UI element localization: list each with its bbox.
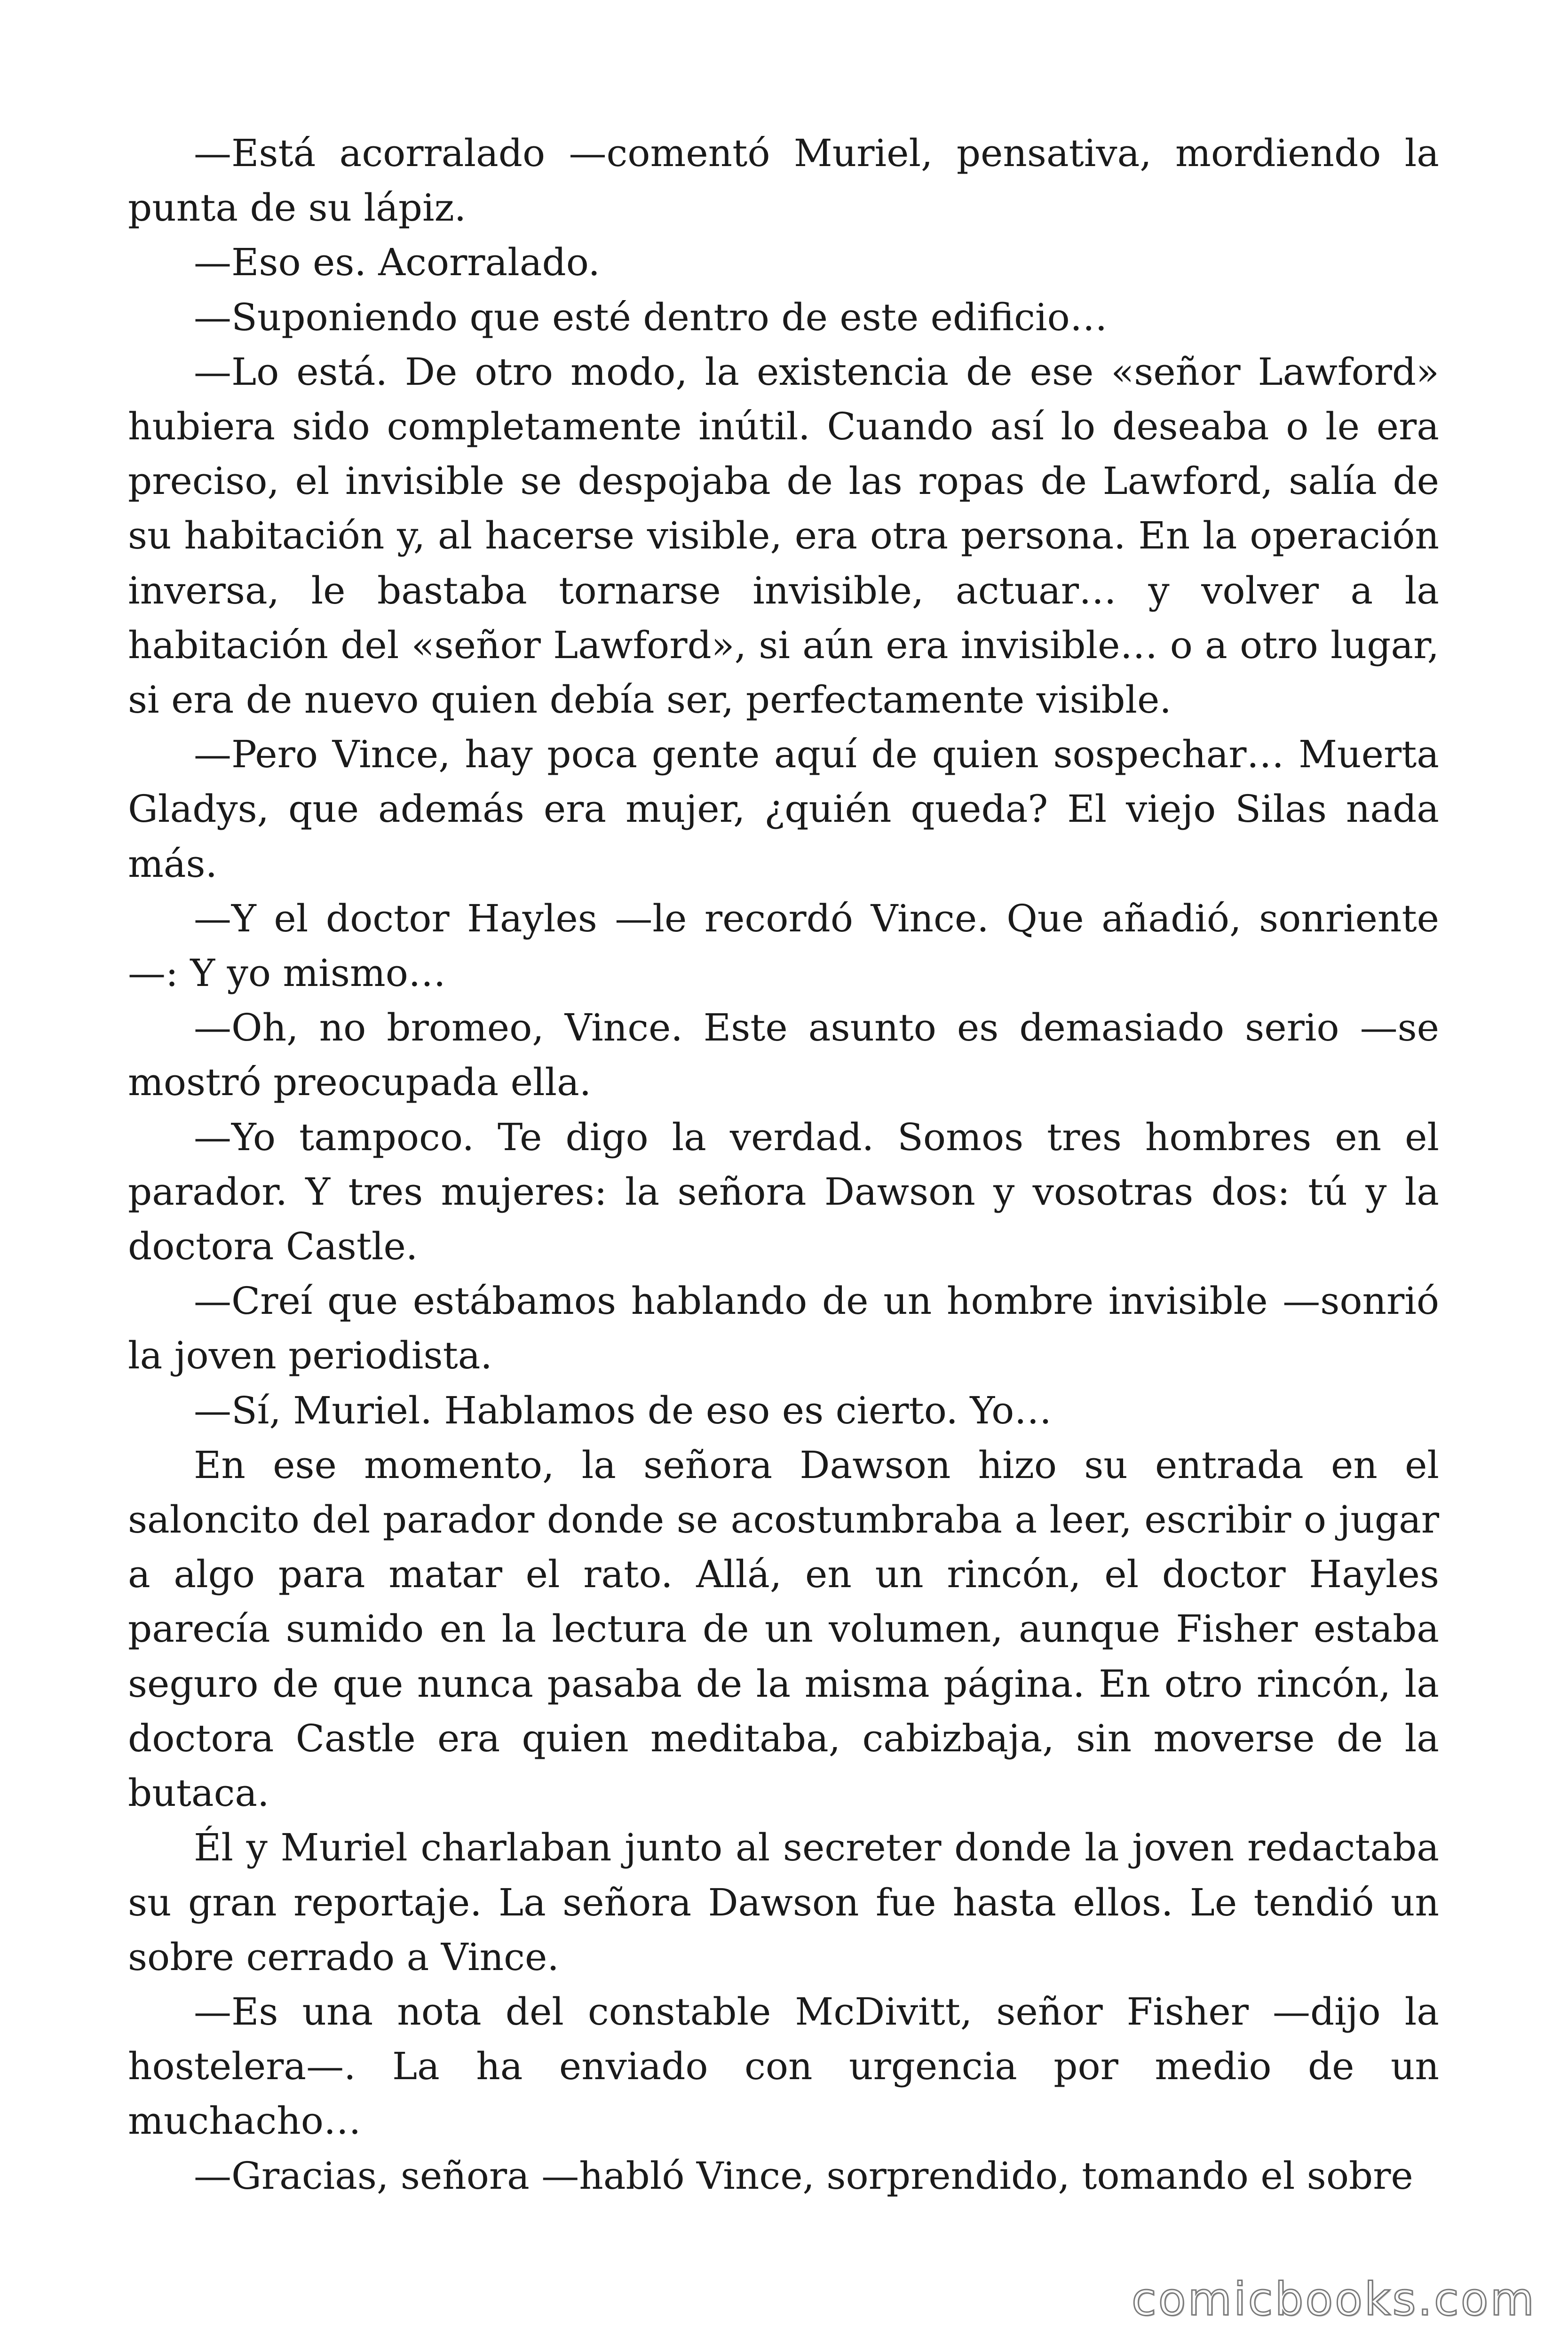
paragraph-1: —Está acorralado —comentó Muriel, pensativa, mordiendo la punta de su lápiz.	[128, 131, 1439, 230]
page-body-text	[128, 126, 1439, 2203]
paragraph-9: —Creí que estábamos hablando de un hombre invisible —sonrió la joven periodista.	[128, 1279, 1439, 1378]
paragraph-2: —Eso es. Acorralado.	[194, 240, 600, 285]
paragraph-10: —Sí, Muriel. Hablamos de eso es cierto. Yo…	[194, 1388, 1052, 1432]
paragraph-14: —Gracias, señora —habló Vince, sorprendido, tomando el sobre	[194, 2153, 1413, 2198]
paragraph-4: —Lo está. De otro modo, la existencia de ese «señor Lawford» hubiera sido completamente inútil. Cuando así lo deseaba o le era preciso, el invisible se despojaba de las ropas de Lawford, salía de su habitación y, al hacerse visible, era otra persona. En la operación inversa, le bastaba tornarse invisible, actuar… y volver a la habitación del «señor Lawford», si aún era invisible… o a otro lugar, si era de nuevo quien debía ser, perfectamente visible.	[128, 350, 1439, 722]
watermark: comicbooks.com	[1131, 2273, 1536, 2326]
paragraph-12: Él y Muriel charlaban junto al secreter donde la joven redactaba su gran reportaje. La señora Dawson fue hasta ellos. Le tendió un sobre cerrado a Vince.	[128, 1826, 1439, 1979]
paragraph-11: En ese momento, la señora Dawson hizo su entrada en el saloncito del parador donde se acostumbraba a leer, escribir o jugar a algo para matar el rato. Allá, en un rincón, el doctor Hayles parecía sumido en la lectura de un volumen, aunque Fisher estaba seguro de que nunca pasaba de la misma página. En otro rincón, la doctora Castle era quien meditaba, cabizbaja, sin moverse de la butaca.	[128, 1443, 1439, 1815]
paragraph-7: —Oh, no bromeo, Vince. Este asunto es demasiado serio —se mostró preocupada ella.	[128, 1006, 1439, 1104]
paragraph-5: —Pero Vince, hay poca gente aquí de quien sospechar… Muerta Gladys, que además era mujer, ¿quién queda? El viejo Silas nada más.	[128, 732, 1439, 886]
paragraph-8: —Yo tampoco. Te digo la verdad. Somos tres hombres en el parador. Y tres mujeres: la señora Dawson y vosotras dos: tú y la doctora Castle.	[128, 1115, 1439, 1269]
paragraph-13: —Es una nota del constable McDivitt, señor Fisher —dijo la hostelera—. La ha enviado con urgencia por medio de un muchacho…	[128, 1989, 1439, 2143]
paragraph-3: —Suponiendo que esté dentro de este edificio…	[194, 295, 1108, 339]
paragraph-6: —Y el doctor Hayles —le recordó Vince. Que añadió, sonriente —: Y yo mismo…	[128, 896, 1439, 995]
